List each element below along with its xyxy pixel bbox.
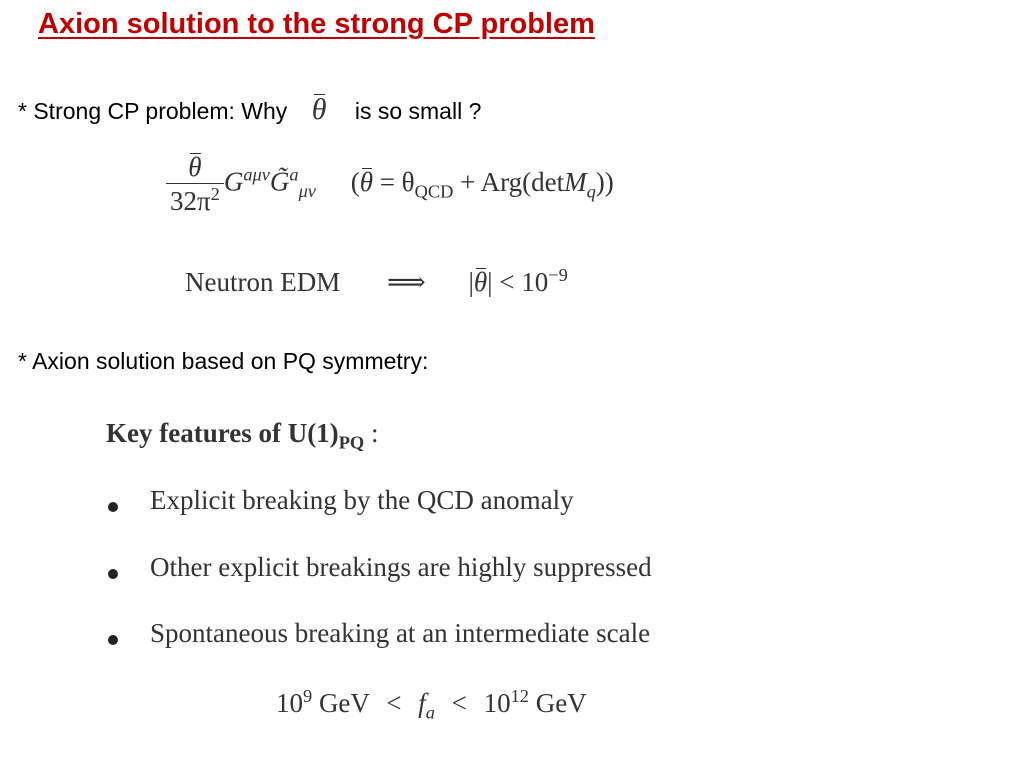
pq-scale-inequality: $10^9$ GeV < $f_a < 10^{12}$ GeV (276, 686, 587, 723)
theta-fraction (166, 152, 224, 217)
dual-field-sub: μν (298, 181, 316, 202)
feature-item-2: Other explicit breakings are highly suppressed (150, 552, 652, 582)
fraction-numerator: θ (188, 152, 202, 182)
bullet-axion-solution: * Axion solution based on PQ symmetry: (18, 348, 429, 374)
bullet-dot-2 (108, 569, 118, 579)
bullet-strong-cp-suffix: is so small ? (354, 98, 482, 124)
gluon-field-G-indices: aμν (243, 164, 270, 185)
edm-label: Neutron EDM (185, 267, 341, 297)
gluon-field-G: G (223, 166, 244, 197)
axion-decay-constant: f (418, 688, 426, 718)
bullet-strong-cp (18, 93, 481, 127)
bullet-strong-cp-prefix: * Strong CP problem: Why (18, 98, 288, 124)
dual-field-Gtilde: G̃ (269, 166, 290, 197)
feature-item-3: Spontaneous breaking at an intermediate scale (150, 618, 651, 648)
feature-item-1: Explicit breaking by the QCD anomaly (150, 485, 574, 515)
fraction-denominator: $32\pi^2$ (166, 183, 224, 217)
theta-definition: $(\theta = \theta_{QCD} + Arg(\det M_q))$ (350, 166, 614, 202)
dual-field-sup: a (289, 164, 299, 185)
theta-term-equation (166, 152, 614, 217)
edm-bound: $|\theta| < 10^{-9}$ (468, 265, 568, 297)
bullet-dot-3 (108, 635, 118, 645)
slide-title: Axion solution to the strong CP problem (38, 8, 595, 40)
neutron-edm-bound (185, 265, 568, 298)
implies-arrow: ⟹ (386, 267, 426, 297)
key-features-heading: Key features of $U(1)_{PQ}$ : (106, 418, 379, 453)
bullet-dot-1 (108, 502, 118, 512)
theta-bar-symbol: θ (311, 93, 327, 126)
